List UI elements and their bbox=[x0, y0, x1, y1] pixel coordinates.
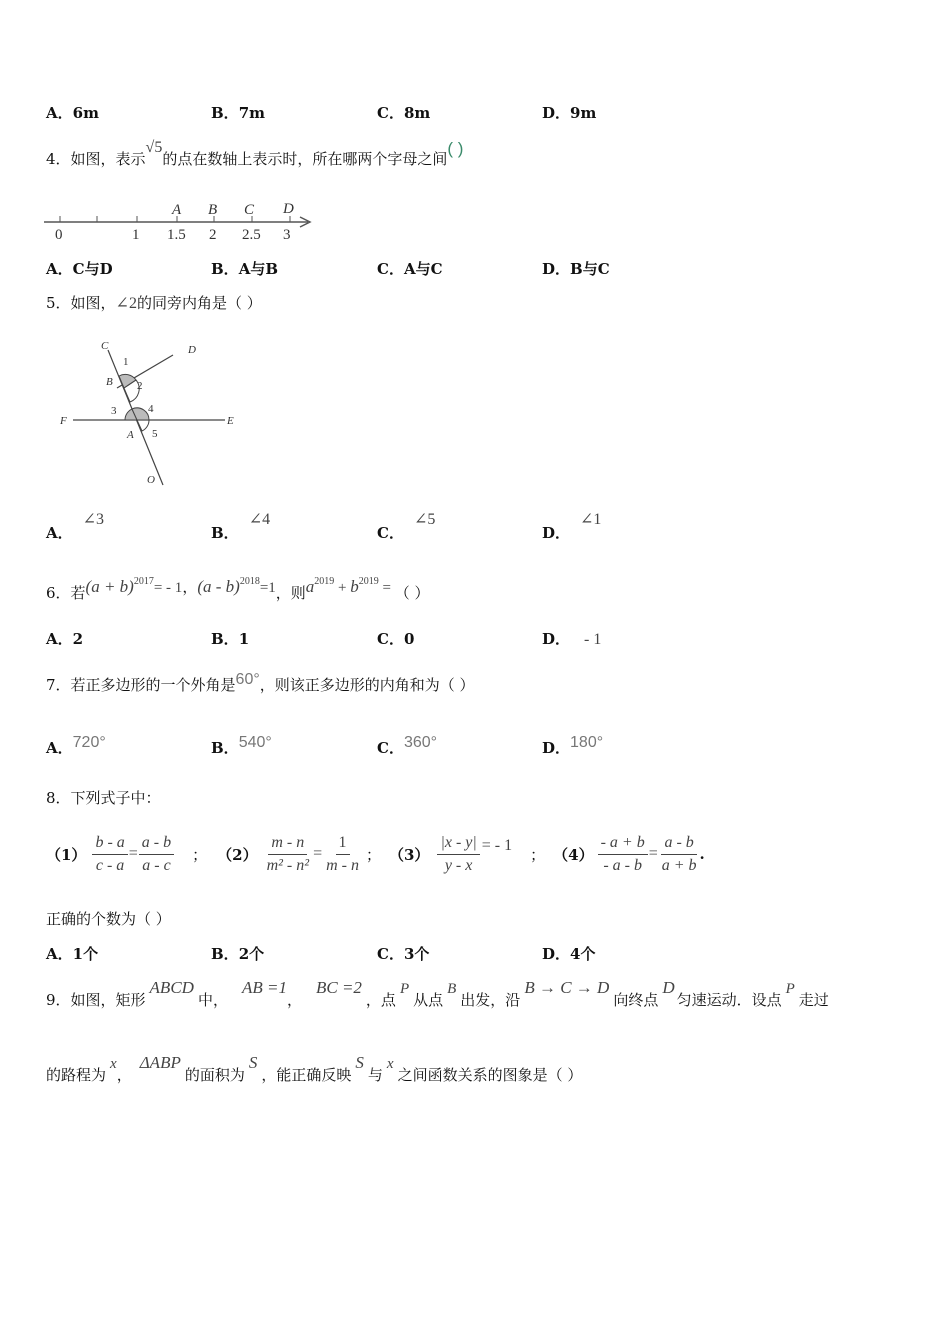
q4-text-after: 的点在数轴上表示时，所在哪两个字母之间 bbox=[162, 150, 448, 168]
option-label: A． bbox=[46, 524, 73, 542]
label-5: 5 bbox=[152, 428, 158, 440]
q5-text-before: 5．如图， bbox=[46, 294, 116, 312]
q8-item2-sep: ； bbox=[365, 845, 381, 864]
q8-item3-eq: = - 1 bbox=[481, 837, 513, 854]
tick-label-3: 3 bbox=[283, 227, 291, 243]
q7-stem bbox=[46, 671, 475, 695]
denominator: m - n bbox=[326, 856, 359, 874]
q7-option-c[interactable] bbox=[377, 734, 438, 758]
q3-option-b[interactable] bbox=[211, 102, 265, 123]
q3-option-c[interactable] bbox=[377, 102, 430, 123]
numerator: a - b bbox=[661, 834, 696, 855]
option-label: D． bbox=[542, 630, 571, 648]
q8-item4-sep: . bbox=[699, 845, 705, 863]
q6-expr3-exp1: 2019 bbox=[314, 576, 335, 587]
option-label: B． bbox=[211, 739, 239, 757]
q6-stem bbox=[46, 576, 430, 602]
q8-item2-label: （2） bbox=[217, 845, 258, 864]
q9-point-d: D bbox=[662, 978, 675, 997]
q9-text: 9．如图，矩形 bbox=[46, 991, 146, 1009]
option-label: D． bbox=[542, 260, 571, 278]
q3-option-d[interactable] bbox=[542, 102, 596, 123]
option-value: 8m bbox=[403, 104, 431, 122]
q6-suffix: （ ） bbox=[394, 584, 430, 602]
q5-text-after: 的同旁内角是（ ） bbox=[136, 294, 262, 312]
q8-item1-frac2 bbox=[139, 834, 174, 875]
label-b: B bbox=[106, 376, 113, 388]
q8-item1-eq: = bbox=[128, 845, 138, 862]
q3-option-a[interactable] bbox=[46, 102, 99, 123]
point-label-c: C bbox=[244, 202, 255, 218]
q8-item4-frac1 bbox=[598, 834, 648, 875]
label-1: 1 bbox=[123, 356, 129, 368]
q6-expr3-exp2: 2019 bbox=[358, 576, 379, 587]
option-label: C． bbox=[377, 260, 404, 278]
option-label: D． bbox=[542, 104, 571, 122]
label-f: F bbox=[60, 415, 67, 427]
option-label: C． bbox=[377, 945, 404, 963]
label-c: C bbox=[101, 340, 109, 352]
q4-stem bbox=[46, 139, 464, 169]
q6-expr1-base: (a + b) bbox=[85, 577, 134, 596]
q9-ab-eq: AB =1 bbox=[241, 978, 287, 997]
option-value: 9m bbox=[570, 104, 597, 122]
q9-bc-eq: BC =2 bbox=[315, 978, 362, 997]
point-label-a: A bbox=[172, 202, 182, 218]
q6-expr2-base: (a - b) bbox=[197, 577, 240, 596]
q5-option-d[interactable] bbox=[542, 511, 602, 543]
option-value: ∠4 bbox=[248, 511, 271, 528]
q9-text: 与 bbox=[367, 1066, 383, 1084]
numerator: m - n bbox=[268, 834, 307, 855]
q8-item1-sep: ； bbox=[192, 845, 208, 864]
q9-var-x: x bbox=[110, 1056, 117, 1072]
q9-line2 bbox=[46, 1052, 582, 1082]
option-value: ∠3 bbox=[82, 511, 105, 528]
denominator: a + b bbox=[661, 856, 697, 874]
q5-option-b[interactable] bbox=[211, 511, 271, 543]
q6-expr2-rhs: =1 bbox=[259, 580, 276, 596]
numerator: |x - y| bbox=[437, 834, 479, 855]
label-3: 3 bbox=[111, 405, 117, 417]
option-label: A． bbox=[46, 945, 73, 963]
point-label-b: B bbox=[208, 202, 218, 218]
label-a: A bbox=[127, 429, 134, 441]
q5-option-a[interactable] bbox=[46, 511, 105, 543]
point-label-d: D bbox=[283, 201, 294, 217]
option-label: B． bbox=[211, 260, 239, 278]
q7-text-after: ，则该正多边形的内角和为（ ） bbox=[259, 676, 475, 694]
q6-expr3-eq: = bbox=[378, 580, 395, 596]
q7-option-b[interactable] bbox=[211, 734, 272, 758]
q8-item1-label: （1） bbox=[46, 845, 87, 864]
q7-option-a[interactable] bbox=[46, 734, 106, 758]
label-2: 2 bbox=[137, 380, 143, 392]
option-label: A． bbox=[46, 104, 73, 122]
q6-expr1-rhs: = - 1 bbox=[153, 580, 183, 596]
q8-item3-frac1 bbox=[437, 834, 479, 875]
q6-sep: ， bbox=[182, 578, 198, 596]
option-label: B． bbox=[211, 104, 239, 122]
q9-text: ， bbox=[286, 991, 302, 1009]
q8-title: 8．下列式子中： bbox=[46, 789, 161, 807]
q8-option-b[interactable] bbox=[211, 943, 264, 964]
option-label: A． bbox=[46, 739, 73, 757]
q6-expr3-a: a bbox=[305, 577, 315, 596]
q9-rect-abcd: ABCD bbox=[149, 978, 194, 997]
q8-item4-eq: = bbox=[648, 845, 658, 862]
option-label: A． bbox=[46, 260, 73, 278]
option-value: ∠5 bbox=[413, 511, 436, 528]
denominator: m² - n² bbox=[266, 856, 310, 874]
q6-option-c[interactable] bbox=[377, 628, 414, 649]
q9-var-s: S bbox=[248, 1053, 258, 1072]
q6-option-b[interactable] bbox=[211, 628, 249, 649]
option-value: A与B bbox=[238, 260, 279, 278]
q9-text: 出发，沿 bbox=[460, 991, 521, 1009]
q6-expr2-exp: 2018 bbox=[239, 576, 260, 587]
q9-text: 向终点 bbox=[613, 991, 659, 1009]
q4-option-b[interactable] bbox=[211, 258, 278, 279]
option-value: B与C bbox=[570, 260, 610, 278]
q8-option-a[interactable] bbox=[46, 943, 98, 964]
option-value: A与C bbox=[403, 260, 443, 278]
q5-stem bbox=[46, 292, 262, 313]
option-value: - 1 bbox=[584, 631, 602, 648]
q9-var-x2: x bbox=[386, 1056, 394, 1072]
option-label: D． bbox=[542, 945, 571, 963]
q5-angle: ∠2 bbox=[115, 295, 137, 312]
option-label: C． bbox=[377, 739, 404, 757]
q5-option-c[interactable] bbox=[377, 511, 436, 543]
option-label: B． bbox=[211, 630, 239, 648]
q6-option-d[interactable] bbox=[542, 628, 601, 649]
q4-text-before: 4．如图，表示 bbox=[46, 150, 146, 168]
q4-answer-paren: ( ) bbox=[447, 139, 464, 158]
q8-item3-label: （3） bbox=[389, 845, 430, 864]
option-label: B． bbox=[211, 524, 239, 542]
option-value: 4个 bbox=[570, 945, 596, 963]
q8-option-c[interactable] bbox=[377, 943, 429, 964]
option-value: C与D bbox=[72, 260, 113, 278]
numerator: 1 bbox=[336, 834, 350, 855]
tick-label-2.5: 2.5 bbox=[242, 227, 261, 243]
q9-path: B → C → D bbox=[524, 978, 610, 997]
q9-point-p2: P bbox=[785, 981, 795, 997]
label-o: O bbox=[147, 474, 155, 486]
tick-label-1: 1 bbox=[132, 227, 140, 243]
q8-expressions bbox=[46, 826, 705, 882]
q8-item4-frac2 bbox=[659, 834, 700, 875]
q8-item3-sep: ； bbox=[530, 845, 546, 864]
q8-item1-frac1 bbox=[92, 834, 127, 875]
q9-text: ，点 bbox=[365, 991, 396, 1009]
option-value: 7m bbox=[238, 104, 265, 122]
q6-option-a[interactable] bbox=[46, 628, 83, 649]
q9-text: 匀速运动．设点 bbox=[676, 991, 782, 1009]
q4-number-line bbox=[40, 195, 320, 245]
option-label: D． bbox=[542, 524, 571, 542]
q4-option-a[interactable] bbox=[46, 258, 113, 279]
option-value: 3个 bbox=[403, 945, 430, 963]
q9-text: ，能正确反映 bbox=[261, 1066, 352, 1084]
q7-angle: 60° bbox=[235, 671, 260, 688]
q8-item2-frac2 bbox=[323, 834, 362, 875]
q9-text: 中， bbox=[197, 991, 228, 1009]
q6-expr1-exp: 2017 bbox=[133, 576, 154, 587]
q6-then: ，则 bbox=[275, 584, 306, 602]
option-label: A． bbox=[46, 630, 73, 648]
label-d: D bbox=[188, 344, 196, 356]
option-value: 1个 bbox=[72, 945, 99, 963]
q8-item4-label: （4） bbox=[553, 845, 594, 864]
tick-label-2: 2 bbox=[209, 227, 217, 243]
option-value: 360° bbox=[403, 734, 438, 751]
q9-text: 走过 bbox=[798, 991, 829, 1009]
option-label: C． bbox=[377, 524, 404, 542]
tick-label-1.5: 1.5 bbox=[167, 227, 186, 243]
q9-text: 从点 bbox=[413, 991, 444, 1009]
q9-text: 的路程为 bbox=[46, 1066, 107, 1084]
option-label: C． bbox=[377, 104, 404, 122]
q7-option-d[interactable] bbox=[542, 734, 604, 758]
q9-line1 bbox=[46, 977, 829, 1007]
tick-label-0: 0 bbox=[55, 227, 63, 243]
q9-var-s2: S bbox=[355, 1053, 364, 1072]
option-value: 2 bbox=[72, 630, 84, 648]
q6-prefix: 6．若 bbox=[46, 584, 86, 602]
numerator: b - a bbox=[92, 834, 127, 855]
option-value: 2个 bbox=[238, 945, 265, 963]
denominator: a - c bbox=[142, 856, 171, 874]
option-value: 0 bbox=[403, 630, 415, 648]
denominator: y - x bbox=[444, 856, 473, 874]
q4-sqrt5: √5 bbox=[145, 139, 163, 156]
option-value: 540° bbox=[238, 734, 272, 751]
q9-point-p: P bbox=[399, 981, 410, 997]
q8-item2-eq: = bbox=[313, 845, 323, 862]
q7-text-before: 7．若正多边形的一个外角是 bbox=[46, 676, 236, 694]
q4-option-d[interactable] bbox=[542, 258, 610, 279]
label-e: E bbox=[227, 415, 234, 427]
q9-triangle-abp: ΔABP bbox=[139, 1053, 181, 1072]
q9-text: ， bbox=[116, 1066, 132, 1084]
q4-option-c[interactable] bbox=[377, 258, 443, 279]
q6-expr3-b: b bbox=[350, 577, 359, 596]
q8-question: 正确的个数为（ ） bbox=[46, 910, 171, 928]
q9-text: 之间函数关系的图象是（ ） bbox=[397, 1066, 583, 1084]
option-value: 1 bbox=[238, 630, 250, 648]
q8-item2-frac1 bbox=[264, 834, 312, 875]
denominator: - a - b bbox=[603, 856, 642, 874]
option-value: 720° bbox=[72, 734, 106, 751]
option-label: B． bbox=[211, 945, 239, 963]
q8-option-d[interactable] bbox=[542, 943, 595, 964]
numerator: a - b bbox=[139, 834, 174, 855]
option-label: D． bbox=[542, 739, 571, 757]
numerator: - a + b bbox=[598, 834, 648, 855]
option-label: C． bbox=[377, 630, 404, 648]
q9-text: 的面积为 bbox=[184, 1066, 245, 1084]
label-4: 4 bbox=[148, 403, 154, 415]
q6-expr3-plus: + bbox=[334, 580, 351, 596]
option-value: 6m bbox=[72, 104, 99, 122]
option-value: ∠1 bbox=[580, 511, 602, 528]
denominator: c - a bbox=[95, 856, 125, 874]
q5-figure bbox=[55, 335, 245, 495]
q9-point-b: B bbox=[447, 981, 457, 997]
option-value: 180° bbox=[570, 734, 604, 751]
